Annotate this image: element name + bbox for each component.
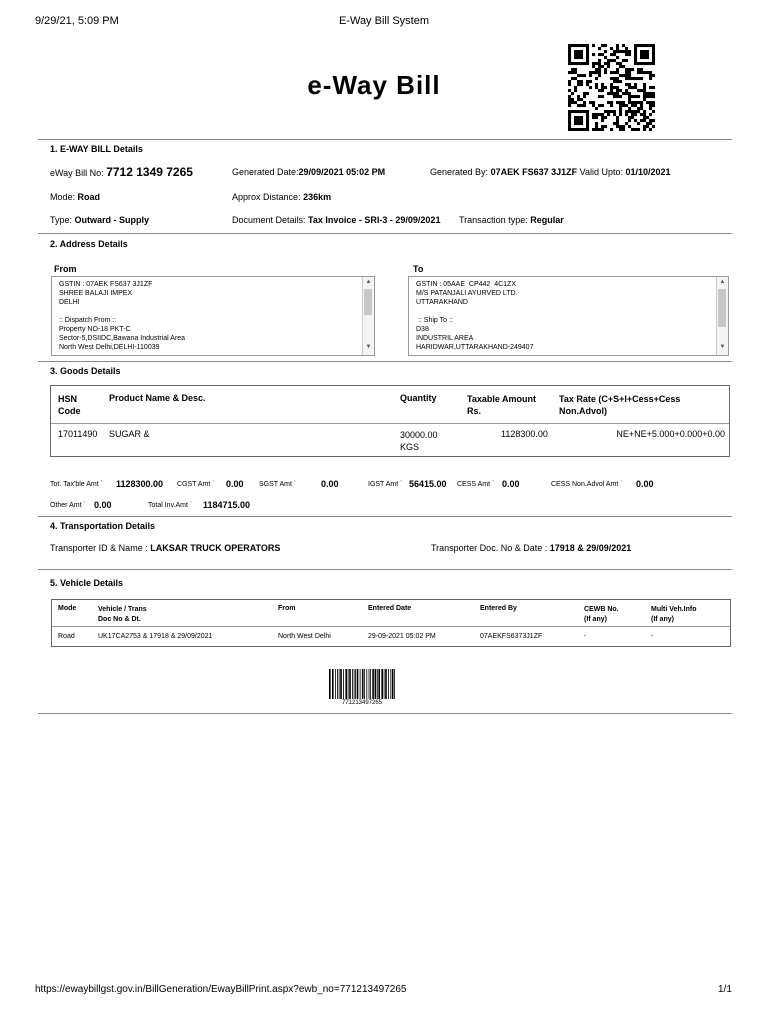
vehicle-from: North West Delhi [278,633,331,640]
generated-date [232,167,385,177]
igst-label: IGST Amt ` [368,481,403,488]
scroll-down-icon[interactable]: ▼ [719,344,726,350]
transporter-doc [431,543,631,553]
transporter-doc-value: 17918 & 29/09/2021 [549,543,632,553]
transporter-id [50,543,280,553]
total-taxable-value: 1128300.00 [116,479,164,489]
vehicle-multi: - [651,633,654,640]
scroll-up-icon[interactable]: ▲ [719,279,726,285]
total-invoice-label: Total Inv.Amt ` [148,502,193,509]
vehicle-entered-by: 07AEKFS6373J1ZF [480,633,543,640]
approx-distance [232,192,331,202]
print-page-number: 1/1 [718,984,732,995]
valid-upto-value: 01/10/2021 [625,167,671,177]
goods-table [50,385,730,457]
goods-header-hsn: HSN Code [58,394,81,416]
goods-header-product: Product Name & Desc. [109,393,206,403]
transporter-id-value: LAKSAR TRUCK OPERATORS [150,543,281,553]
section-goods-details: 3. Goods Details [50,366,121,376]
from-address-text: GSTIN : 07AEK FS637 3J1ZF SHREE BALAJI IMPEX DELHI :: Dispatch From :: Property NO-18 PKT-C Sector-5,DSIIDC,Bawana Industrial Area North West Delhi,DELHI-110039 [59,281,186,351]
type-label: Type: [50,215,73,225]
other-amount-value: 0.00 [94,500,112,510]
generated-by-value: 07AEK FS637 3J1ZF [490,167,578,177]
section-vehicle-details: 5. Vehicle Details [50,578,124,588]
from-label: From [54,264,77,274]
type [50,215,149,225]
mode-label: Mode: [50,192,76,202]
mode-value: Road [77,192,101,202]
document-value: Tax Invoice - SRI-3 - 29/09/2021 [308,215,441,225]
ewb-number [50,165,193,179]
vehicle-entered-date: 29-09-2021 05:02 PM [368,633,436,640]
document-details [232,215,440,225]
section-ewb-details: 1. E-WAY BILL Details [50,144,143,154]
barcode-number: 771213497265 [341,700,383,706]
mode [50,192,100,202]
other-amount-label: Other Amt ` [50,502,86,509]
document-label: Document Details: [232,215,306,225]
vehicle-header-cewb: CEWB No. (If any) [584,606,619,623]
generated-by-label: Generated By: [430,167,489,177]
vehicle-header-multi: Multi Veh.Info (If any) [651,606,697,623]
cess-label: CESS Amt ` [457,481,495,488]
vehicle-number: UK17CA2753 & 17918 & 29/09/2021 [98,633,213,640]
section-address-details: 2. Address Details [50,239,128,249]
goods-product: SUGAR & [109,429,150,439]
goods-header-taxable: Taxable Amount Rs. [467,394,537,416]
total-taxable-label: Tot. Tax'ble Amt ` [50,481,103,488]
generated-by [430,167,671,177]
total-invoice-value: 1184715.00 [203,500,251,510]
igst-value: 56415.00 [409,479,447,489]
print-url: https://ewaybillgst.gov.in/BillGeneration/EwayBillPrint.aspx?ewb_no=771213497265 [35,984,407,995]
to-address-text: GSTIN : 05AAE CP442 4C1ZX M/S PATANJALI AYURVED LTD. UTTARAKHAND :: Ship To :: D38 INDUSTRIL AREA HARIDWAR,UTTARAKHAND-249407 [416,281,534,351]
cgst-value: 0.00 [226,479,244,489]
valid-upto-label: Valid Upto: [579,167,623,177]
transaction-type [459,215,564,225]
sgst-label: SGST Amt ` [259,481,297,488]
vehicle-header-entered-date: Entered Date [368,605,412,612]
goods-header-quantity: Quantity [400,393,437,403]
distance-value: 236km [303,192,332,202]
type-value: Outward - Supply [74,215,150,225]
sgst-value: 0.00 [321,479,339,489]
vehicle-header-mode: Mode [58,605,77,612]
print-title: E-Way Bill System [338,15,430,27]
page-title: e-Way Bill [307,70,441,100]
goods-hsn: 17011490 [58,429,98,439]
goods-header-taxrate: Tax Rate (C+S+I+Cess+Cess Non.Advol) [559,394,681,416]
scroll-up-icon[interactable]: ▲ [365,279,372,285]
goods-taxrate: NE+NE+5.000+0.000+0.00 [616,429,725,439]
vehicle-cewb: - [584,633,587,640]
qr-code-icon [568,44,655,131]
to-address-box[interactable] [408,276,729,356]
transporter-id-label: Transporter ID & Name : [50,543,148,553]
distance-label: Approx Distance: [232,192,301,202]
vehicle-header-entered-by: Entered By [480,605,517,612]
vehicle-header-vehicle: Vehicle / Trans Doc No & Dt. [98,606,147,623]
cess-nonadvol-label: CESS Non.Advol Amt ` [551,481,623,488]
transaction-label: Transaction type: [459,215,528,225]
transaction-value: Regular [530,215,564,225]
ewb-number-value: 7712 1349 7265 [106,165,193,179]
goods-taxable: 1128300.00 [501,429,548,439]
cess-value: 0.00 [502,479,520,489]
from-address-box[interactable] [51,276,375,356]
goods-quantity: 30000.00 KGS [400,430,438,452]
section-transportation-details: 4. Transportation Details [50,521,156,531]
scroll-thumb[interactable] [364,289,372,315]
scroll-thumb[interactable] [718,289,726,327]
scroll-down-icon[interactable]: ▼ [365,344,372,350]
from-scrollbar[interactable] [362,277,374,355]
cess-nonadvol-value: 0.00 [636,479,654,489]
print-datetime: 9/29/21, 5:09 PM [35,15,119,27]
to-scrollbar[interactable] [716,277,728,355]
generated-date-value: 29/09/2021 05:02 PM [298,167,386,177]
vehicle-header-from: From [278,605,296,612]
vehicle-table [51,599,731,647]
vehicle-mode: Road [58,633,75,640]
barcode-icon [328,669,396,700]
to-label: To [413,264,424,274]
generated-date-label: Generated Date: [232,167,299,177]
ewb-number-label: eWay Bill No: [50,168,104,178]
cgst-label: CGST Amt ` [177,481,215,488]
transporter-doc-label: Transporter Doc. No & Date : [431,543,548,553]
